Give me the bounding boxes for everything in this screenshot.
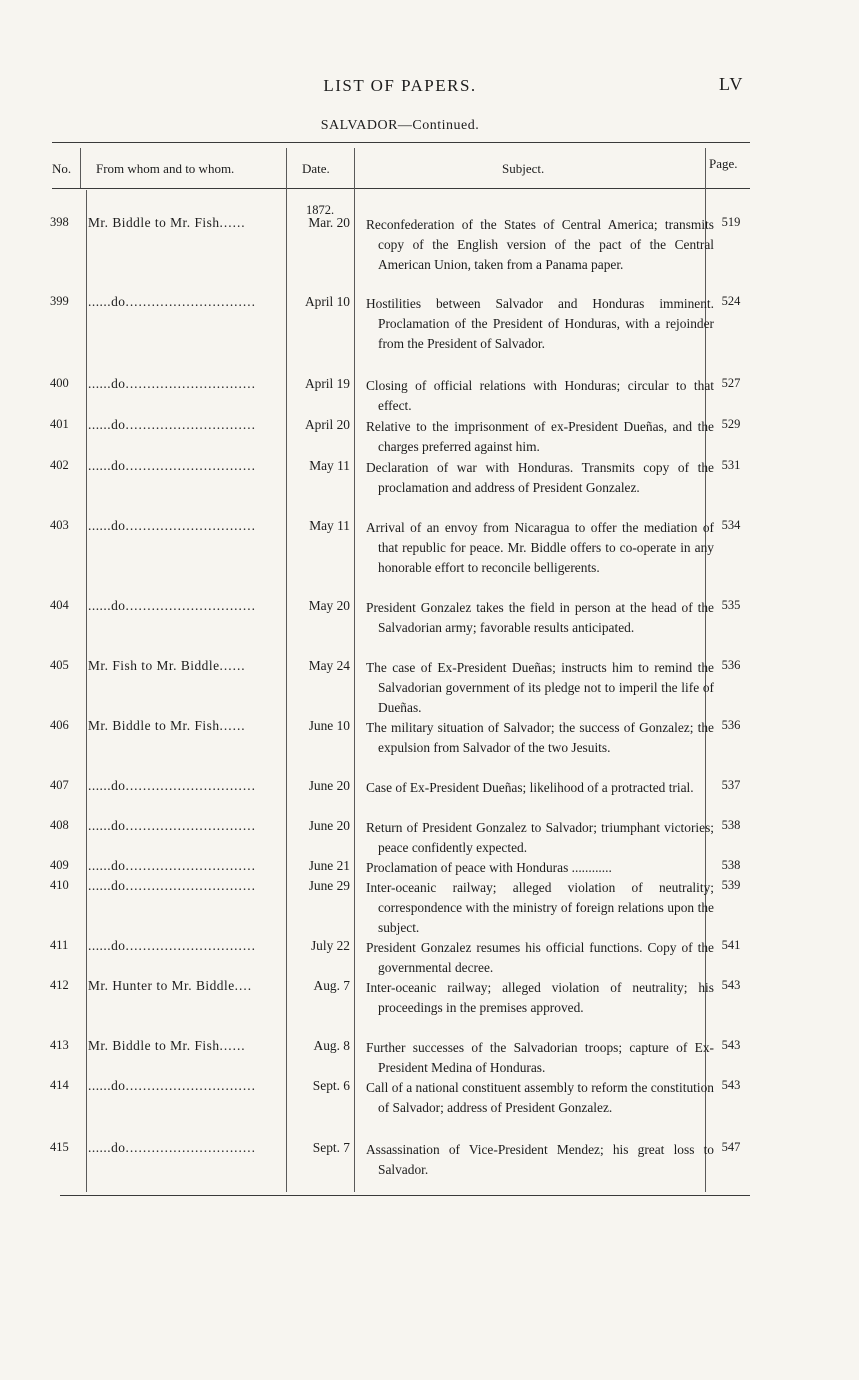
paper-date: May 11 [309,518,350,533]
column-header-from: From whom and to whom. [96,161,235,176]
paper-date: Sept. 7 [312,1140,350,1155]
leader-dots: .............................. [125,878,256,893]
paper-subject: Inter-oceanic railway; alleged violation of neutrality; correspondence with the ministry of foreign relations upon the subject. [366,880,714,935]
column-divider [86,190,87,1192]
leader-dots: ...... [219,1038,246,1053]
column-header-no: No. [52,161,72,176]
paper-subject: Inter-oceanic railway; alleged violation of neutrality; his proceedings in the premises approved. [366,980,714,1015]
paper-number: 399 [50,294,69,308]
from-to-cell [88,878,284,894]
paper-subject: Case of Ex-President Dueñas; likelihood of a protracted trial. [366,780,694,795]
paper-date: May 11 [309,458,350,473]
paper-subject: President Gonzalez takes the field in person at the head of the Salvadorian army; favorable results anticipated. [366,600,714,635]
paper-number: 414 [50,1078,69,1092]
page-reference: 524 [721,294,741,308]
column-divider [354,148,355,1192]
paper-number: 410 [50,878,69,892]
year-label: 1872. [305,203,335,217]
paper-number: 402 [50,458,69,472]
leader-dots: .............................. [125,1140,256,1155]
paper-subject: Reconfederation of the States of Central America; transmits copy of the English version of the pact of the Central American Union, taken from a Panama paper. [366,217,714,272]
paper-date: April 19 [304,376,350,391]
from-to-text: ......do [88,818,126,833]
paper-subject: Further successes of the Salvadorian troops; capture of Ex-President Medina of Honduras. [366,1040,714,1075]
paper-date: April 10 [304,294,350,309]
from-to-text: ......do [88,458,126,473]
paper-number: 407 [50,778,69,792]
from-to-cell [88,718,284,734]
from-to-text: ......do [88,417,126,432]
leader-dots: .............................. [125,458,256,473]
table-top-rule [52,142,750,143]
page-reference: 519 [721,215,741,229]
page-reference: 547 [721,1140,741,1154]
leader-dots: .............................. [125,417,256,432]
page-reference: 536 [721,718,741,732]
leader-dots: ...... [219,658,246,673]
paper-number: 409 [50,858,69,872]
from-to-cell [88,818,284,834]
from-to-cell [88,294,284,310]
page-reference: 527 [721,376,741,390]
leader-dots: .... [234,978,253,993]
paper-subject: Hostilities between Salvador and Honduras imminent. Proclamation of the President of Honduras, with a rejoinder from the President of Salvador. [366,296,714,351]
table-bottom-rule [60,1195,750,1196]
paper-number: 398 [50,215,69,229]
paper-number: 411 [50,938,69,952]
paper-subject: The case of Ex-President Dueñas; instructs him to remind the Salvadorian government of its pledge not to imperil the life of Dueñas. [366,660,714,715]
from-to-cell [88,376,284,392]
paper-number: 401 [50,417,69,431]
paper-date: Mar. 20 [308,215,350,230]
from-to-cell [88,215,284,231]
paper-date: June 20 [308,818,350,833]
from-to-text: ......do [88,778,126,793]
column-header-date: Date. [302,161,330,176]
paper-date: April 20 [304,417,350,432]
paper-number: 415 [50,1140,69,1154]
column-header-page: Page. [709,156,738,171]
leader-dots: .............................. [125,818,256,833]
paper-date: Aug. 7 [313,978,350,993]
from-to-cell [88,858,284,874]
leader-dots: .............................. [125,376,256,391]
paper-subject: Arrival of an envoy from Nicaragua to offer the mediation of that republic for peace. Mr. Biddle offers to co-operate in any honorable effort to reconcile belligerents. [366,520,714,575]
from-to-cell [88,417,284,433]
paper-subject: Relative to the imprisonment of ex-President Dueñas, and the charges preferred against him. [366,419,714,454]
from-to-text: Mr. Biddle to Mr. Fish [88,1038,220,1053]
from-to-text: ......do [88,294,126,309]
paper-date: May 24 [308,658,350,673]
from-to-cell [88,518,284,534]
from-to-cell [88,1038,284,1054]
from-to-text: ......do [88,858,126,873]
paper-number: 413 [50,1038,69,1052]
page-number-roman: LV [719,74,744,94]
from-to-cell [88,978,284,994]
paper-date: Sept. 6 [312,1078,350,1093]
paper-subject: President Gonzalez resumes his official functions. Copy of the governmental decree. [366,940,714,975]
paper-subject: Assassination of Vice-President Mendez; his great loss to Salvador. [366,1142,714,1177]
from-to-cell [88,458,284,474]
from-to-cell [88,1078,284,1094]
from-to-text: Mr. Fish to Mr. Biddle [88,658,220,673]
leader-dots: .............................. [125,938,256,953]
page-reference: 535 [721,598,741,612]
paper-number: 412 [50,978,69,992]
from-to-text: Mr. Biddle to Mr. Fish [88,718,220,733]
from-to-text: ......do [88,878,126,893]
from-to-cell [88,938,284,954]
paper-subject: Return of President Gonzalez to Salvador; triumphant victories; peace confidently expected. [366,820,714,855]
leader-dots: ...... [219,718,246,733]
from-to-text: ......do [88,376,126,391]
leader-dots: .............................. [125,1078,256,1093]
paper-date: May 20 [308,598,350,613]
paper-subject: Declaration of war with Honduras. Transmits copy of the proclamation and address of President Gonzalez. [366,460,714,495]
from-to-text: ......do [88,598,126,613]
paper-number: 400 [50,376,69,390]
from-to-text: Mr. Hunter to Mr. Biddle [88,978,235,993]
leader-dots: .............................. [125,858,256,873]
column-divider [80,148,81,188]
page-reference: 543 [721,1078,741,1092]
paper-date: June 10 [308,718,350,733]
page-title: LIST OF PAPERS. [323,76,477,95]
paper-number: 406 [50,718,69,732]
page-reference: 538 [721,818,741,832]
page-reference: 543 [721,1038,741,1052]
from-to-cell [88,658,284,674]
from-to-text: Mr. Biddle to Mr. Fish [88,215,220,230]
paper-number: 408 [50,818,69,832]
page-reference: 539 [721,878,741,892]
paper-date: Aug. 8 [313,1038,350,1053]
section-heading: SALVADOR—Continued. [320,118,480,133]
paper-date: June 29 [308,878,350,893]
leader-dots: .............................. [125,518,256,533]
from-to-text: ......do [88,938,126,953]
paper-subject: Call of a national constituent assembly to reform the constitution of Salvador; address of President Gonzalez. [366,1080,714,1115]
page-reference: 534 [721,518,741,532]
paper-number: 404 [50,598,69,612]
from-to-cell [88,778,284,794]
page-reference: 529 [721,417,741,431]
from-to-text: ......do [88,518,126,533]
leader-dots: ...... [219,215,246,230]
column-divider [286,148,287,1192]
paper-number: 405 [50,658,69,672]
paper-date: July 22 [310,938,350,953]
page-reference: 541 [721,938,741,952]
paper-date: June 20 [308,778,350,793]
page-reference: 543 [721,978,741,992]
page-reference: 538 [721,858,741,872]
column-header-subject: Subject. [502,161,545,176]
page-reference: 531 [721,458,741,472]
paper-number: 403 [50,518,69,532]
paper-date: June 21 [308,858,350,873]
leader-dots: .............................. [125,778,256,793]
from-to-text: ......do [88,1078,126,1093]
from-to-cell [88,598,284,614]
page-reference: 536 [721,658,741,672]
paper-subject: Proclamation of peace with Honduras ............ [366,860,612,875]
page-reference: 537 [721,778,741,792]
paper-subject: The military situation of Salvador; the success of Gonzalez; the expulsion from Salvador of the two Jesuits. [366,720,714,755]
leader-dots: .............................. [125,294,256,309]
leader-dots: .............................. [125,598,256,613]
paper-subject: Closing of official relations with Honduras; circular to that effect. [366,378,714,413]
from-to-cell [88,1140,284,1156]
from-to-text: ......do [88,1140,126,1155]
header-bottom-rule [52,188,750,189]
